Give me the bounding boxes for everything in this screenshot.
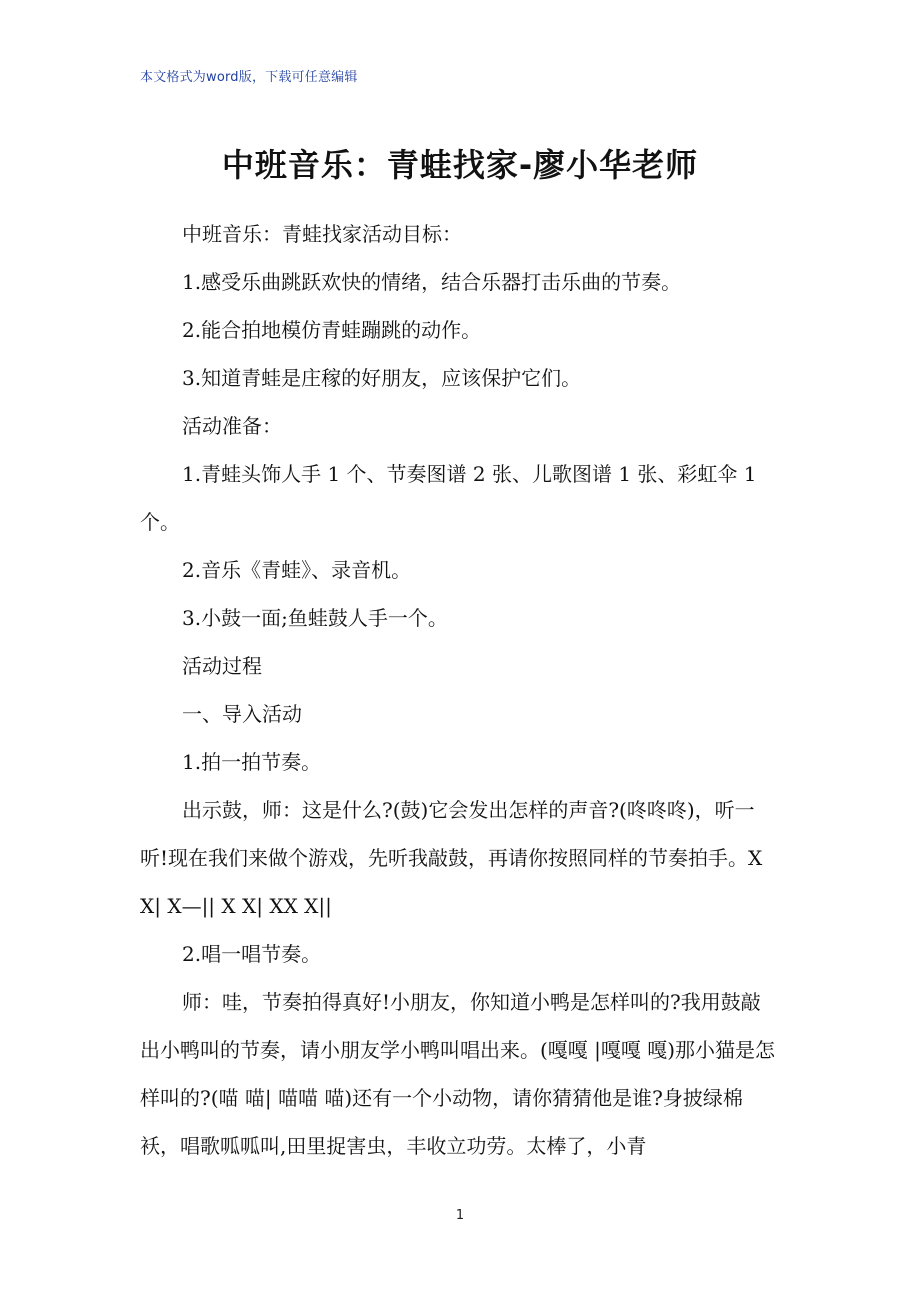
paragraph: 活动准备： [182,414,282,438]
paragraph: 1.青蛙头饰人手 1 个、节奏图谱 2 张、儿歌图谱 1 张、彩虹伞 1 个。 [140,462,757,534]
paragraph: 一、导入活动 [182,702,302,726]
paragraph: 师：哇，节奏拍得真好!小朋友，你知道小鸭是怎样叫的?我用鼓敲出小鸭叫的节奏，请小朋友学小鸭叫唱出来。(嘎嘎 |嘎嘎 嘎)那小猫是怎样叫的?(喵 喵| 喵喵 喵)还有一个小动物，请你猜猜他是谁?身披绿棉袄，唱歌呱呱叫,田里捉害虫，丰收立功劳。太棒了，小青 [140,990,776,1158]
paragraph: 2.唱一唱节奏。 [182,942,322,966]
header-note: 本文格式为word版，下载可任意编辑 [140,70,358,85]
paragraph: 中班音乐：青蛙找家活动目标： [182,222,462,246]
paragraph: 2.能合拍地模仿青蛙蹦跳的动作。 [182,318,482,342]
paragraph: 3.知道青蛙是庄稼的好朋友，应该保护它们。 [182,366,582,390]
paragraph: 2.音乐《青蛙》、录音机。 [182,558,412,582]
paragraph: 3.小鼓一面;鱼蛙鼓人手一个。 [182,606,448,630]
document-body [140,210,780,1170]
page-number: 1 [455,1208,465,1223]
paragraph: 出示鼓，师：这是什么?(鼓)它会发出怎样的声音?(咚咚咚)，听一听!现在我们来做个游戏，先听我敲鼓，再请你按照同样的节奏拍手。X X| X—|| X X| XX X|| [140,798,763,918]
paragraph: 活动过程 [182,654,262,678]
paragraph: 1.感受乐曲跳跃欢快的情绪，结合乐器打击乐曲的节奏。 [182,270,682,294]
paragraph: 1.拍一拍节奏。 [182,750,322,774]
document-title: 中班音乐：青蛙找家-廖小华老师 [221,146,699,184]
